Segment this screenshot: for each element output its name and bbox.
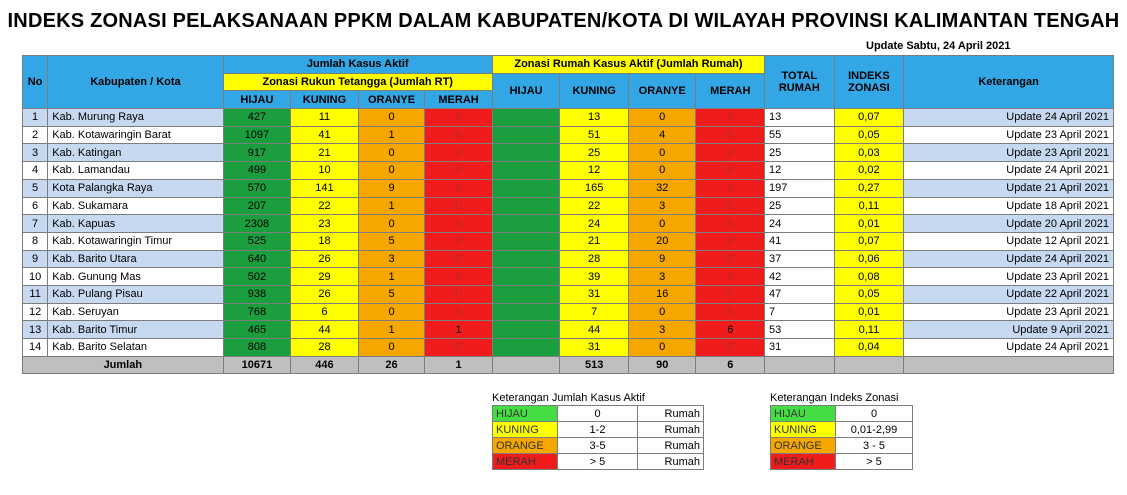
header-zonasi-rt: Zonasi Rukun Tetangga (Jumlah RT) [223,73,492,91]
cell-indeks-zonasi: 0,05 [834,126,904,144]
total-total-rumah [765,356,835,374]
cell-rumah-oranye: 0 [628,162,696,180]
table-row [23,144,1114,162]
legend-kasus-label: HIJAU [493,406,558,422]
cell-keterangan: Update 24 April 2021 [904,250,1114,268]
cell-kabupaten: Kab. Katingan [48,144,223,162]
cell-kabupaten: Kab. Gunung Mas [48,268,223,286]
cell-kabupaten: Kab. Barito Timur [48,321,223,339]
total-rt-oranye: 26 [358,356,425,374]
cell-no: 4 [23,162,48,180]
cell-rt-hijau: 207 [223,197,291,215]
cell-kabupaten: Kab. Lamandau [48,162,223,180]
cell-kabupaten: Kab. Sukamara [48,197,223,215]
cell-rumah-hijau [492,321,560,339]
cell-kabupaten: Kab. Murung Raya [48,109,223,127]
cell-rt-merah: 0 [425,268,493,286]
header-no: No [23,56,48,109]
legend-indeks-label: MERAH [771,454,836,470]
table-row [23,109,1114,127]
cell-kabupaten: Kab. Pulang Pisau [48,285,223,303]
cell-rumah-kuning: 25 [560,144,629,162]
cell-rt-kuning: 11 [291,109,359,127]
cell-rt-oranye: 3 [358,250,425,268]
legend-indeks-row [771,454,913,470]
cell-rumah-merah: 0 [696,339,765,357]
cell-total-rumah: 42 [765,268,835,286]
table-row [23,268,1114,286]
legend-kasus-caption: Keterangan Jumlah Kasus Aktif [492,392,645,404]
legend-kasus-row [493,454,704,470]
cell-rt-oranye: 5 [358,285,425,303]
cell-rumah-oranye: 0 [628,109,696,127]
cell-rt-oranye: 0 [358,162,425,180]
cell-rt-kuning: 29 [291,268,359,286]
cell-rt-kuning: 44 [291,321,359,339]
cell-rumah-kuning: 13 [560,109,629,127]
cell-no: 12 [23,303,48,321]
cell-kabupaten: Kab. Barito Utara [48,250,223,268]
cell-rumah-hijau [492,285,560,303]
legend-kasus-label: MERAH [493,454,558,470]
cell-rt-merah: 0 [425,250,493,268]
cell-indeks-zonasi: 0,01 [834,215,904,233]
total-rt-hijau: 10671 [223,356,291,374]
cell-rt-merah: 0 [425,303,493,321]
cell-rt-kuning: 18 [291,232,359,250]
cell-indeks-zonasi: 0,08 [834,268,904,286]
legend-kasus-label: ORANGE [493,438,558,454]
legend-kasus-row [493,438,704,454]
cell-rt-kuning: 21 [291,144,359,162]
cell-rumah-kuning: 21 [560,232,629,250]
cell-rt-kuning: 141 [291,179,359,197]
cell-rt-kuning: 23 [291,215,359,233]
cell-rt-kuning: 26 [291,285,359,303]
cell-rt-hijau: 808 [223,339,291,357]
total-rumah-merah: 6 [696,356,765,374]
cell-rt-hijau: 525 [223,232,291,250]
cell-keterangan: Update 22 April 2021 [904,285,1114,303]
cell-total-rumah: 13 [765,109,835,127]
cell-rumah-hijau [492,126,560,144]
legend-indeks-range: 0,01-2,99 [836,422,913,438]
total-rumah-hijau [492,356,560,374]
cell-rt-oranye: 0 [358,215,425,233]
cell-rt-oranye: 0 [358,339,425,357]
cell-kabupaten: Kota Palangka Raya [48,179,223,197]
cell-rumah-hijau [492,162,560,180]
legend-indeks-row [771,406,913,422]
cell-indeks-zonasi: 0,05 [834,285,904,303]
cell-rumah-hijau [492,197,560,215]
header-zonasi-rumah: Zonasi Rumah Kasus Aktif (Jumlah Rumah) [492,56,764,74]
header-indeks-line2: ZONASI [848,82,890,95]
header-rumah-kuning: KUNING [560,73,629,108]
legend-kasus-range: 1-2 [558,422,638,438]
cell-total-rumah: 197 [765,179,835,197]
total-rt-kuning: 446 [291,356,359,374]
table-row [23,250,1114,268]
cell-keterangan: Update 24 April 2021 [904,162,1114,180]
legend-kasus-range: 3-5 [558,438,638,454]
cell-rt-merah: 0 [425,144,493,162]
cell-indeks-zonasi: 0,02 [834,162,904,180]
header-total-rumah [765,56,835,109]
cell-indeks-zonasi: 0,07 [834,109,904,127]
cell-keterangan: Update 18 April 2021 [904,197,1114,215]
table-row [23,321,1114,339]
legend-indeks-label: KUNING [771,422,836,438]
cell-kabupaten: Kab. Barito Selatan [48,339,223,357]
legend-kasus-unit: Rumah [638,438,704,454]
header-rumah-merah: MERAH [696,73,765,108]
cell-indeks-zonasi: 0,01 [834,303,904,321]
cell-kabupaten: Kab. Kotawaringin Timur [48,232,223,250]
cell-no: 9 [23,250,48,268]
cell-rumah-merah: 0 [696,232,765,250]
cell-rt-kuning: 28 [291,339,359,357]
cell-rumah-oranye: 0 [628,303,696,321]
page-title: INDEKS ZONASI PELAKSANAAN PPKM DALAM KABUPATEN/KOTA DI WILAYAH PROVINSI KALIMANTAN TENGAH [7,10,1120,32]
legend-indeks-row [771,422,913,438]
cell-rt-merah: 0 [425,162,493,180]
table-row [23,197,1114,215]
legend-kasus-row [493,406,704,422]
cell-rumah-oranye: 3 [628,197,696,215]
cell-rt-merah: 0 [425,179,493,197]
cell-no: 3 [23,144,48,162]
cell-total-rumah: 25 [765,197,835,215]
cell-rt-kuning: 10 [291,162,359,180]
legend-kasus-unit: Rumah [638,454,704,470]
cell-keterangan: Update 23 April 2021 [904,303,1114,321]
cell-rt-hijau: 917 [223,144,291,162]
table-row [23,303,1114,321]
cell-total-rumah: 37 [765,250,835,268]
cell-rt-oranye: 9 [358,179,425,197]
cell-no: 2 [23,126,48,144]
zonasi-table [22,55,1114,374]
cell-rumah-merah: 0 [696,303,765,321]
legend-indeks-zonasi [770,392,913,470]
cell-total-rumah: 12 [765,162,835,180]
cell-rt-hijau: 640 [223,250,291,268]
legend-kasus-range: > 5 [558,454,638,470]
cell-total-rumah: 41 [765,232,835,250]
header-jumlah-kasus: Jumlah Kasus Aktif [223,56,492,74]
cell-rumah-kuning: 31 [560,339,629,357]
cell-no: 14 [23,339,48,357]
cell-kabupaten: Kab. Kapuas [48,215,223,233]
cell-rumah-oranye: 9 [628,250,696,268]
cell-rumah-kuning: 7 [560,303,629,321]
cell-total-rumah: 53 [765,321,835,339]
cell-rt-merah: 0 [425,197,493,215]
cell-rumah-merah: 0 [696,126,765,144]
cell-rt-merah: 0 [425,215,493,233]
cell-rumah-oranye: 4 [628,126,696,144]
cell-rt-oranye: 0 [358,144,425,162]
cell-no: 11 [23,285,48,303]
cell-rumah-merah: 0 [696,197,765,215]
total-rt-merah: 1 [425,356,493,374]
cell-keterangan: Update 24 April 2021 [904,109,1114,127]
cell-indeks-zonasi: 0,11 [834,321,904,339]
cell-rumah-hijau [492,250,560,268]
header-rt-oranye: ORANYE [358,91,425,109]
table-row [23,232,1114,250]
cell-indeks-zonasi: 0,27 [834,179,904,197]
totals-row [23,356,1114,374]
cell-indeks-zonasi: 0,06 [834,250,904,268]
header-kabupaten: Kabupaten / Kota [48,56,223,109]
cell-rumah-merah: 0 [696,144,765,162]
cell-rt-kuning: 22 [291,197,359,215]
legend-indeks-caption: Keterangan Indeks Zonasi [770,392,899,404]
total-keterangan [904,356,1114,374]
cell-rumah-kuning: 28 [560,250,629,268]
table-row [23,126,1114,144]
legend-indeks-table [770,405,913,470]
cell-rumah-oranye: 0 [628,144,696,162]
cell-keterangan: Update 23 April 2021 [904,268,1114,286]
cell-rumah-hijau [492,268,560,286]
cell-total-rumah: 47 [765,285,835,303]
header-indeks-line1: INDEKS [848,70,890,83]
cell-total-rumah: 31 [765,339,835,357]
update-date: Update Sabtu, 24 April 2021 [866,40,1011,52]
header-rt-merah: MERAH [425,91,493,109]
cell-indeks-zonasi: 0,11 [834,197,904,215]
cell-rumah-merah: 0 [696,109,765,127]
cell-rt-hijau: 768 [223,303,291,321]
cell-no: 7 [23,215,48,233]
legend-kasus-row [493,422,704,438]
cell-rt-merah: 0 [425,109,493,127]
cell-rumah-hijau [492,109,560,127]
cell-rt-kuning: 26 [291,250,359,268]
cell-rumah-hijau [492,179,560,197]
table-row [23,215,1114,233]
cell-no: 10 [23,268,48,286]
table-row [23,285,1114,303]
cell-rt-hijau: 502 [223,268,291,286]
cell-rumah-merah: 0 [696,250,765,268]
header-indeks-zonasi [834,56,904,109]
table-row [23,162,1114,180]
cell-rt-hijau: 570 [223,179,291,197]
legend-indeks-range: > 5 [836,454,913,470]
cell-rumah-oranye: 0 [628,339,696,357]
cell-rumah-oranye: 0 [628,215,696,233]
cell-no: 6 [23,197,48,215]
cell-keterangan: Update 24 April 2021 [904,339,1114,357]
totals-label: Jumlah [23,356,224,374]
header-total-line1: TOTAL [781,70,818,83]
cell-rt-merah: 0 [425,232,493,250]
cell-rt-hijau: 465 [223,321,291,339]
cell-rt-merah: 0 [425,126,493,144]
cell-rumah-oranye: 3 [628,268,696,286]
cell-rumah-kuning: 39 [560,268,629,286]
cell-rt-oranye: 1 [358,197,425,215]
cell-total-rumah: 24 [765,215,835,233]
legend-indeks-label: HIJAU [771,406,836,422]
cell-total-rumah: 25 [765,144,835,162]
legend-indeks-row [771,438,913,454]
legend-indeks-label: ORANGE [771,438,836,454]
cell-keterangan: Update 9 April 2021 [904,321,1114,339]
cell-rumah-kuning: 31 [560,285,629,303]
cell-indeks-zonasi: 0,07 [834,232,904,250]
cell-rumah-kuning: 44 [560,321,629,339]
cell-rumah-oranye: 16 [628,285,696,303]
cell-keterangan: Update 21 April 2021 [904,179,1114,197]
cell-rt-oranye: 1 [358,268,425,286]
legend-kasus-unit: Rumah [638,406,704,422]
cell-rumah-kuning: 12 [560,162,629,180]
cell-rumah-merah: 0 [696,268,765,286]
legend-kasus-label: KUNING [493,422,558,438]
cell-rumah-merah: 6 [696,321,765,339]
header-rumah-hijau: HIJAU [492,73,560,108]
cell-rumah-merah: 0 [696,285,765,303]
cell-rt-kuning: 6 [291,303,359,321]
header-total-line2: RUMAH [778,82,820,95]
total-rumah-oranye: 90 [628,356,696,374]
cell-kabupaten: Kab. Kotawaringin Barat [48,126,223,144]
cell-rumah-merah: 0 [696,215,765,233]
cell-rumah-kuning: 51 [560,126,629,144]
cell-rumah-hijau [492,144,560,162]
cell-keterangan: Update 23 April 2021 [904,126,1114,144]
cell-rumah-oranye: 32 [628,179,696,197]
cell-keterangan: Update 20 April 2021 [904,215,1114,233]
total-rumah-kuning: 513 [560,356,629,374]
cell-rt-hijau: 2308 [223,215,291,233]
cell-rt-oranye: 0 [358,303,425,321]
cell-keterangan: Update 23 April 2021 [904,144,1114,162]
cell-rumah-kuning: 22 [560,197,629,215]
cell-kabupaten: Kab. Seruyan [48,303,223,321]
cell-rumah-hijau [492,303,560,321]
cell-rumah-hijau [492,339,560,357]
cell-total-rumah: 55 [765,126,835,144]
cell-no: 1 [23,109,48,127]
cell-rumah-oranye: 3 [628,321,696,339]
cell-rumah-oranye: 20 [628,232,696,250]
cell-rt-merah: 1 [425,321,493,339]
cell-rumah-merah: 0 [696,162,765,180]
cell-rt-oranye: 1 [358,321,425,339]
cell-rumah-kuning: 24 [560,215,629,233]
legend-kasus-table [492,405,704,470]
header-rt-hijau: HIJAU [223,91,291,109]
table-row [23,179,1114,197]
cell-rt-oranye: 5 [358,232,425,250]
cell-keterangan: Update 12 April 2021 [904,232,1114,250]
header-rumah-oranye: ORANYE [628,73,696,108]
cell-no: 8 [23,232,48,250]
cell-no: 13 [23,321,48,339]
total-indeks [834,356,904,374]
cell-rt-hijau: 499 [223,162,291,180]
cell-rumah-hijau [492,215,560,233]
legend-kasus-aktif [492,392,704,470]
cell-rt-merah: 0 [425,285,493,303]
cell-rt-hijau: 1097 [223,126,291,144]
cell-rt-hijau: 938 [223,285,291,303]
cell-rt-oranye: 1 [358,126,425,144]
header-keterangan: Keterangan [904,56,1114,109]
cell-rumah-merah: 0 [696,179,765,197]
cell-rt-hijau: 427 [223,109,291,127]
cell-rt-oranye: 0 [358,109,425,127]
cell-rt-kuning: 41 [291,126,359,144]
legend-indeks-range: 3 - 5 [836,438,913,454]
cell-indeks-zonasi: 0,04 [834,339,904,357]
cell-rt-merah: 0 [425,339,493,357]
cell-total-rumah: 7 [765,303,835,321]
legend-kasus-unit: Rumah [638,422,704,438]
header-rt-kuning: KUNING [291,91,359,109]
table-row [23,339,1114,357]
cell-indeks-zonasi: 0,03 [834,144,904,162]
cell-rumah-kuning: 165 [560,179,629,197]
legend-kasus-range: 0 [558,406,638,422]
legend-indeks-range: 0 [836,406,913,422]
cell-rumah-hijau [492,232,560,250]
cell-no: 5 [23,179,48,197]
